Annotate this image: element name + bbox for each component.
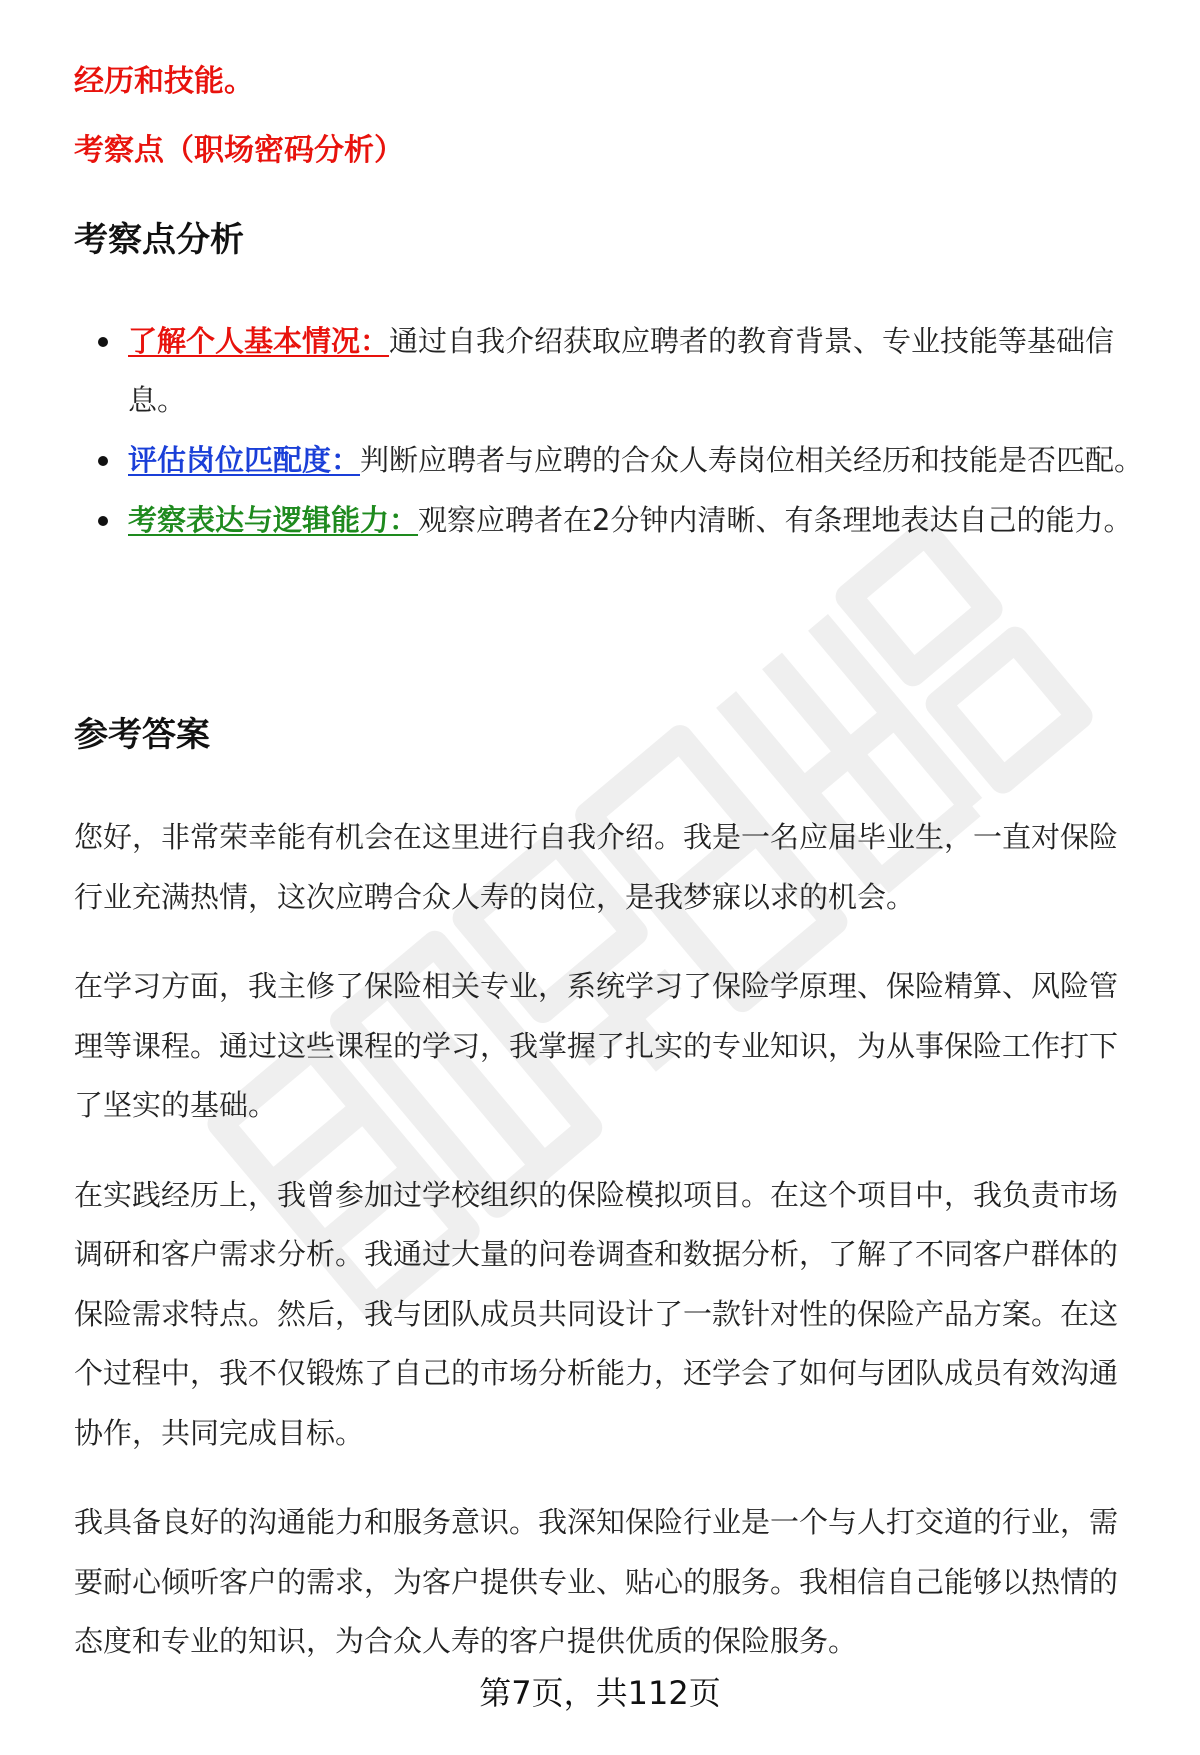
answer-section-title: 参考答案 <box>74 715 210 755</box>
answer-paragraph: 在实践经历上，我曾参加过学校组织的保险模拟项目。在这个项目中，我负责市场调研和客户需求分析。我通过大量的问卷调查和数据分析，了解了不同客户群体的保险需求特点。然后，我与团队成员共同设计了一款针对性的保险产品方案。在这个过程中，我不仅锻炼了自己的市场分析能力，还学会了如何与团队成员有效沟通协作，共同完成目标。 <box>74 1177 1119 1450</box>
point-label-expression: 考察表达与逻辑能力： <box>128 503 419 537</box>
exam-point-title: 考察点（职场密码分析） <box>74 133 404 168</box>
bullet-icon <box>98 516 108 526</box>
analysis-point <box>74 491 1144 550</box>
intro-continuation: 经历和技能。 <box>74 64 254 99</box>
page-number-footer: 第7页，共112页 <box>479 1674 721 1712</box>
analysis-section-title: 考察点分析 <box>74 220 244 260</box>
point-text: 判断应聘者与应聘的合众人寿岗位相关经历和技能是否匹配。 <box>360 443 1144 477</box>
answer-paragraph: 您好，非常荣幸能有机会在这里进行自我介绍。我是一名应届毕业生，一直对保险行业充满热情，这次应聘合众人寿的岗位，是我梦寐以求的机会。 <box>74 820 1119 914</box>
point-text: 通过自我介绍获取应聘者的教育背景、专业技能等基础信息。 <box>128 324 1115 417</box>
point-label-job-match: 评估岗位匹配度： <box>128 443 361 477</box>
analysis-point <box>74 431 1144 490</box>
analysis-point <box>74 312 1144 430</box>
point-label-basic-info: 了解个人基本情况： <box>128 324 390 358</box>
bullet-icon <box>98 456 108 466</box>
point-text: 观察应聘者在2分钟内清晰、有条理地表达自己的能力。 <box>418 503 1133 537</box>
answer-paragraph: 我具备良好的沟通能力和服务意识。我深知保险行业是一个与人打交道的行业，需要耐心倾听客户的需求，为客户提供专业、贴心的服务。我相信自己能够以热情的态度和专业的知识，为合众人寿的客户提供优质的保险服务。 <box>74 1505 1119 1658</box>
analysis-point-list <box>74 312 1144 551</box>
answer-paragraph: 在学习方面，我主修了保险相关专业，系统学习了保险学原理、保险精算、风险管理等课程。通过这些课程的学习，我掌握了扎实的专业知识，为从事保险工作打下了坚实的基础。 <box>74 969 1119 1122</box>
answer-body <box>74 808 1144 1702</box>
bullet-icon <box>98 337 108 347</box>
